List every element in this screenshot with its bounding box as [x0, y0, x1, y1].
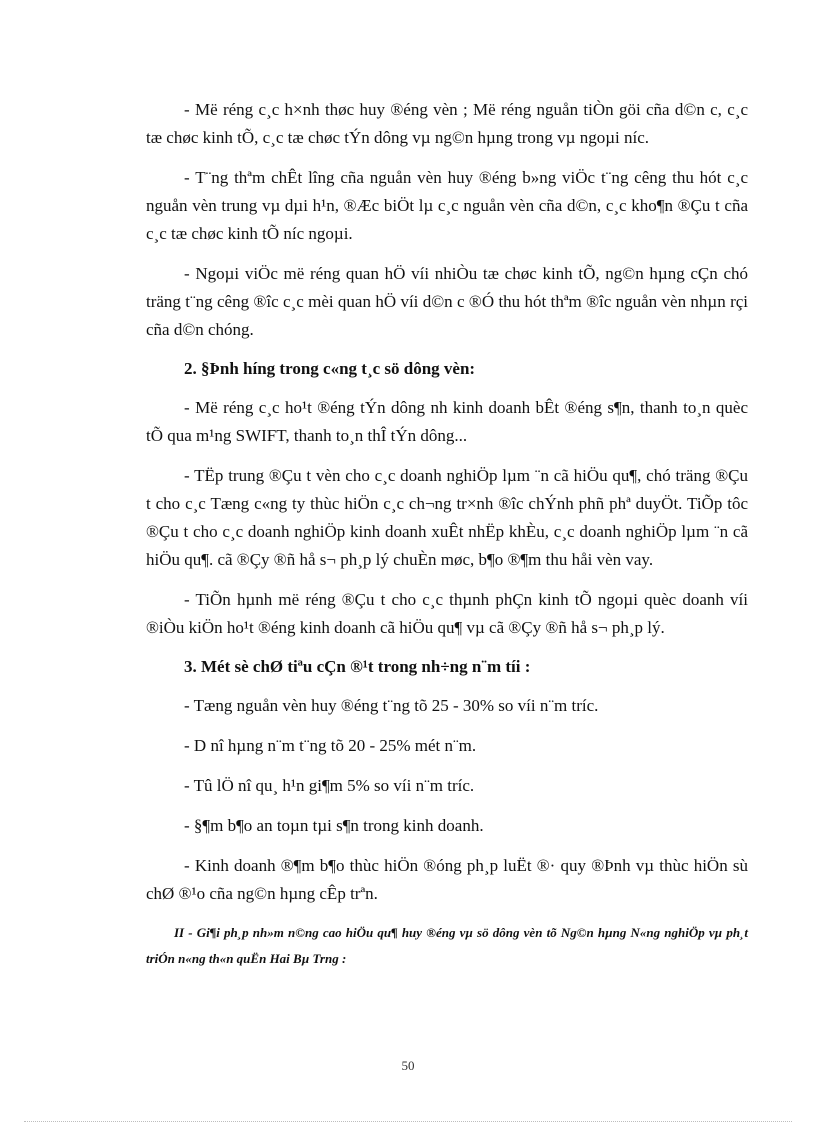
paragraph-capital-quality: - T¨ng thªm chÊt lîng cña nguån vèn huy ®éng b»ng viÖc t¨ng cêng thu hót c¸c nguån vèn trung vµ dµi h¹n, ®Æc biÖt lµ c¸c nguån vèn cña d©n, c¸c kho¶n ®Çu t cña c¸c tæ chøc kinh tÕ níc ngoµi. — [146, 168, 748, 243]
section-heading-solutions: II - Gi¶i ph¸p nh»m n©ng cao hiÖu qu¶ huy ®éng vµ sö dông vèn tõ Ng©n hµng N«ng nghiÖp vµ ph¸t triÓn n«ng th«n quËn Hai Bµ Trng : — [146, 925, 748, 966]
target-item: - Kinh doanh ®¶m b¶o thùc hiÖn ®óng ph¸p luËt ®· quy ®Þnh vµ thùc hiÖn sù chØ ®¹o cña ng©n hµng cÊp trªn. — [146, 856, 748, 903]
paragraph-mobilization-forms: - Më réng c¸c h×nh thøc huy ®éng vèn ; Më réng nguån tiÒn göi cña d©n c, c¸c tæ chøc kinh tÕ, c¸c tæ chøc tÝn dông vµ ng©n hµng trong vµ ngoµi níc. — [146, 100, 748, 147]
paragraph-investment-focus: - TËp trung ®Çu t vèn cho c¸c doanh nghiÖp lµm ¨n cã hiÖu qu¶, chó träng ®Çu t cho c¸c Tæng c«ng ty thùc hiÖn c¸c ch¬ng tr×nh ®îc chÝnh phñ phª duyÖt. TiÕp tôc ®Çu t cho c¸c doanh nghiÖp kinh doanh xuÊt nhËp khÈu, c¸c doanh nghiÖp lµm ¨n cã hiÖu qu¶. cã ®Çy ®ñ hå s¬ ph¸p lý chuÈn møc, b¶o ®¶m thu håi vèn vay. — [146, 466, 748, 569]
page-number: 50 — [401, 1058, 415, 1073]
page-body — [146, 96, 748, 972]
target-item: - Tû lÖ nî qu¸ h¹n gi¶m 5% so víi n¨m tríc. — [184, 776, 475, 795]
paragraph-non-state-investment: - TiÕn hµnh më réng ®Çu t cho c¸c thµnh phÇn kinh tÕ ngoµi quèc doanh víi ®iÒu kiÖn ho¹t ®éng kinh doanh cã hiÖu qu¶ vµ cã ®Çy ®ñ hå s¬ ph¸p lý. — [146, 590, 748, 637]
target-item: - D nî hµng n¨m t¨ng tõ 20 - 25% mét n¨m. — [184, 736, 477, 755]
target-item: - Tæng nguån vèn huy ®éng t¨ng tõ 25 - 30% so víi n¨m tríc. — [184, 696, 599, 715]
paragraph-credit-activities: - Më réng c¸c ho¹t ®éng tÝn dông nh kinh doanh bÊt ®éng s¶n, thanh to¸n quèc tÕ qua m¹ng SWIFT, thanh to¸n thÎ tÝn dông... — [146, 398, 748, 445]
paragraph-relations: - Ngoµi viÖc më réng quan hÖ víi nhiÒu tæ chøc kinh tÕ, ng©n hµng cÇn chó träng t¨ng cêng ®îc c¸c mèi quan hÖ víi d©n c ®Ó thu hót thªm ®îc nguån vèn nhµn rçi cña d©n chóng. — [146, 264, 748, 339]
target-item: - §¶m b¶o an toµn tµi s¶n trong kinh doanh. — [184, 816, 484, 835]
page-bottom-divider — [24, 1121, 792, 1122]
section-heading-capital-use: 2. §Þnh híng trong c«ng t¸c sö dông vèn: — [184, 359, 476, 378]
section-heading-targets: 3. Mét sè chØ tiªu cÇn ®¹t trong nh÷ng n¨m tíi : — [184, 657, 531, 676]
